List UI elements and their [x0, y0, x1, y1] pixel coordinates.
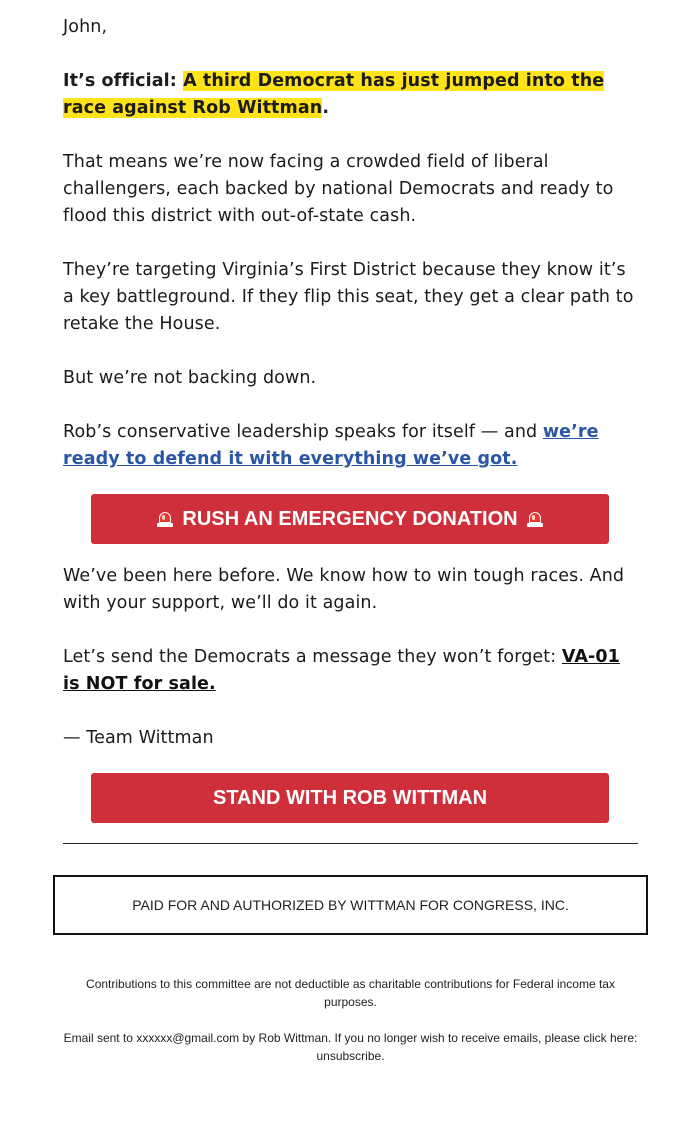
paid-for-box: [53, 875, 648, 935]
message-text: Let’s send the Democrats a message they won’t forget:: [63, 647, 562, 667]
greeting: John,: [63, 17, 108, 37]
email-prefix: Email sent to: [63, 1031, 137, 1045]
paragraph-been-here: We’ve been here before. We know how to win tough races. And with your support, we’ll do it again.: [63, 566, 625, 613]
divider: [63, 843, 638, 844]
leadership-text: Rob’s conservative leadership speaks for itself — and: [63, 422, 543, 442]
paragraph-targeting: They’re targeting Virginia’s First District because they know it’s a key battleground. If they flip this seat, they get a clear path to retake the House.: [63, 260, 634, 334]
email-address: xxxxxx@gmail.com: [136, 1031, 240, 1045]
emergency-donation-label: RUSH AN EMERGENCY DONATION: [182, 507, 518, 530]
paragraph-crowded-field: That means we’re now facing a crowded field of liberal challengers, each backed by national Democrats and ready to flood this district with out-of-state cash.: [63, 152, 614, 226]
stand-with-rob-label: STAND WITH ROB WITTMAN: [212, 786, 488, 809]
tax-disclaimer: Contributions to this committee are not deductible as charitable contributions for Federal income tax purposes.: [86, 977, 615, 1009]
emergency-donation-button[interactable]: [91, 494, 609, 544]
intro-lead: It’s official:: [63, 71, 184, 91]
paragraph-leadership: [63, 419, 638, 473]
email-end: .: [381, 1049, 385, 1063]
paid-for-text: PAID FOR AND AUTHORIZED BY WITTMAN FOR CONGRESS, INC.: [132, 897, 569, 913]
not-for-sale-link[interactable]: VA-01 is NOT for sale.: [63, 647, 620, 694]
police-siren-icon: [526, 510, 544, 528]
signoff: — Team Wittman: [63, 728, 214, 748]
intro-highlight: A third Democrat has just jumped into the race against Rob Wittman: [63, 71, 605, 118]
intro-paragraph: [63, 68, 638, 122]
email-middle: by Rob Wittman. If you no longer wish to receive emails, please click here:: [239, 1031, 638, 1045]
intro-end: .: [322, 98, 330, 118]
police-siren-icon: [156, 510, 174, 528]
paragraph-message: [63, 644, 638, 698]
defend-link[interactable]: we’re ready to defend it with everything we’ve got.: [63, 422, 599, 469]
stand-with-rob-button[interactable]: [91, 773, 609, 823]
email-notice: [63, 1029, 638, 1065]
unsubscribe-link[interactable]: unsubscribe: [316, 1049, 382, 1063]
paragraph-not-backing-down: But we’re not backing down.: [63, 368, 317, 388]
